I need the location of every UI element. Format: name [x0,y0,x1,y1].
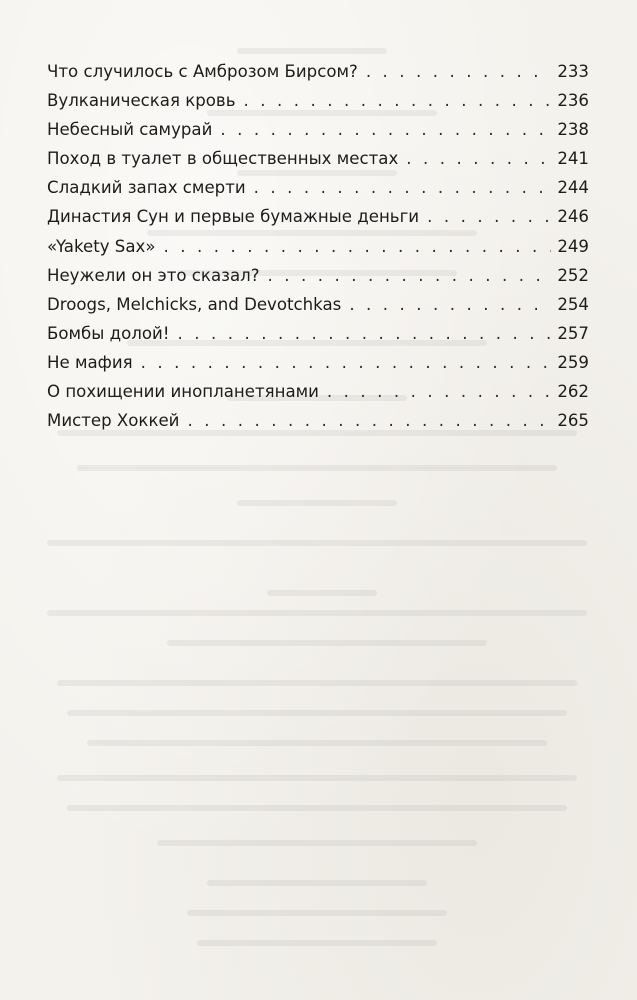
toc-entry-page: 241 [557,149,589,169]
toc-entry-page: 236 [557,91,589,111]
toc-entry-page: 244 [557,178,589,198]
dot-leader [327,377,551,406]
dot-leader [141,348,552,377]
dot-leader [244,86,552,115]
toc-entry-page: 252 [557,265,589,285]
toc-entry-page: 233 [557,62,589,81]
toc-entry-title: О похищении инопланетянами [47,382,319,402]
toc-entry-title: Неужели он это сказал? [47,265,260,285]
toc-entry-title: Вулканическая кровь [47,91,236,111]
dot-leader [268,261,552,290]
toc-entry-title: Поход в туалет в общественных местах [47,149,399,169]
toc-entry[interactable] [47,202,589,231]
toc-entry-title: Бомбы долой! [47,323,170,343]
toc-entry-title: Droogs, Melchicks, and Devotchkas [47,294,342,314]
dot-leader [254,173,552,202]
toc-entry-title: Мистер Хоккей [47,411,180,431]
toc-entry-title: Сладкий запах смерти [47,178,246,198]
toc-entry[interactable] [47,173,589,202]
toc-entry[interactable] [47,115,589,144]
toc-entry-title: Небесный самурай [47,120,213,140]
toc-entry-page: 259 [557,352,589,372]
dot-leader [187,406,551,435]
toc-entry-page: 249 [557,236,589,256]
dot-leader [177,319,551,348]
dot-leader [349,290,551,319]
toc-entry[interactable] [47,406,589,435]
toc-entry[interactable] [47,261,589,290]
toc-entry[interactable] [47,377,589,406]
toc-entry[interactable] [47,86,589,115]
toc-entry-title: Что случилось с Амброзом Бирсом? [47,62,358,81]
toc-entry-page: 238 [557,120,589,140]
toc-entry[interactable] [47,290,589,319]
toc-entry-page: 262 [557,382,589,402]
toc-entry[interactable] [47,319,589,348]
toc-entry-title: Династия Сун и первые бумажные деньги [47,207,420,227]
dot-leader [406,144,551,173]
dot-leader [427,202,551,231]
toc-entry-title: Не мафия [47,352,133,372]
dot-leader [163,232,551,261]
toc-entry-page: 265 [557,411,589,431]
toc-entry[interactable] [47,232,589,261]
dot-leader [366,57,552,86]
toc-entry-page: 246 [557,207,589,227]
table-of-contents [47,57,589,435]
toc-entry[interactable] [47,57,589,86]
toc-entry-title: «Yakety Sax» [47,236,156,256]
toc-entry-page: 257 [557,323,589,343]
toc-entry[interactable] [47,144,589,173]
toc-entry[interactable] [47,348,589,377]
toc-entry-page: 254 [557,294,589,314]
dot-leader [220,115,551,144]
